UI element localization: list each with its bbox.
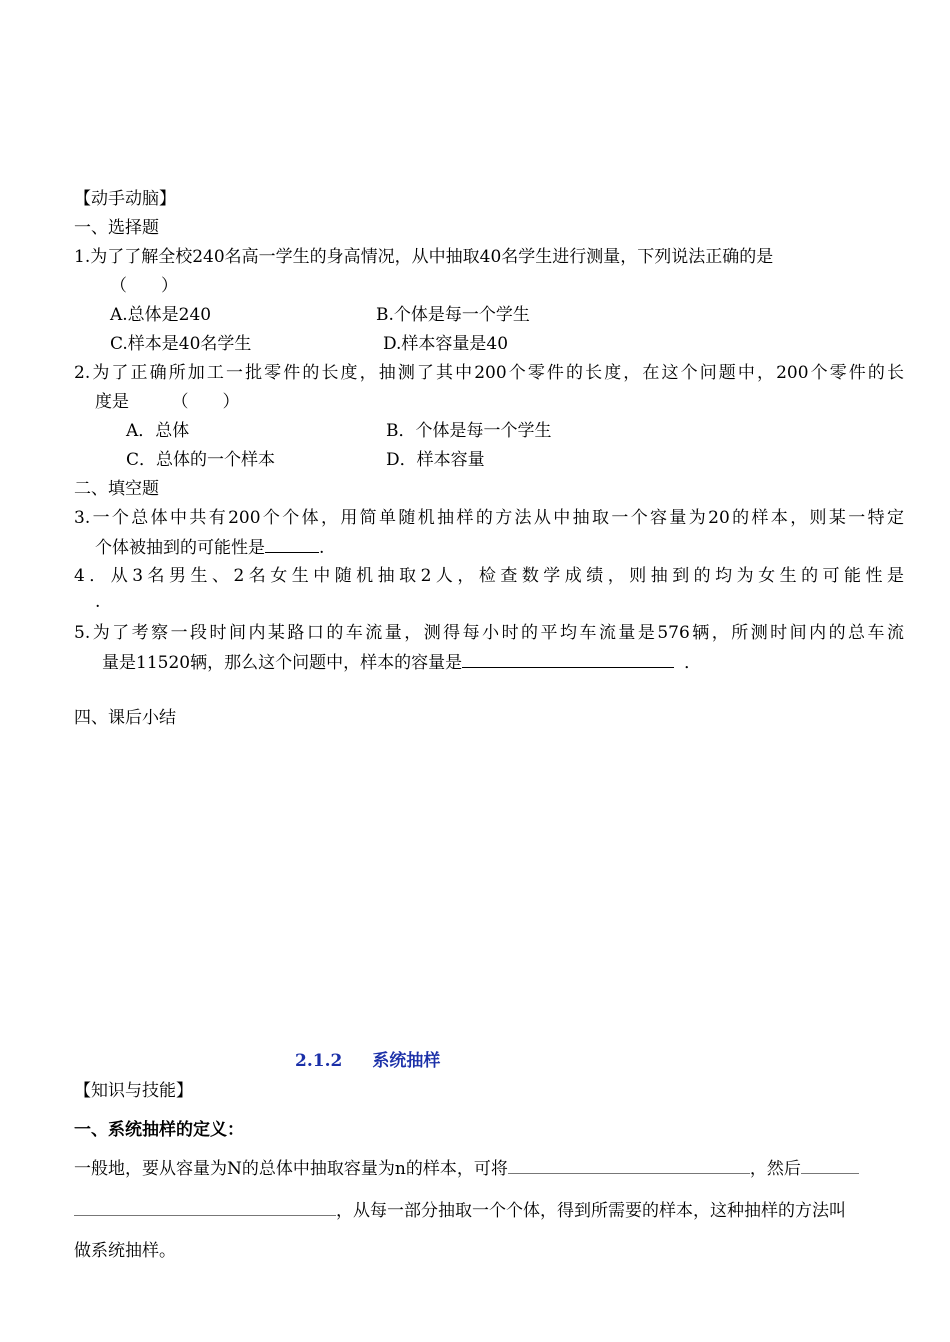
q3-line1: 3.一个总体中共有200个个体，用简单随机抽样的方法从中抽取一个容量为20的样本，则某一特定 [74, 508, 904, 528]
q1-option-d: D.样本容量是40 [383, 334, 509, 354]
definition-line2-text: ，从每一部分抽取一个个体，得到所需要的样本，这种抽样的方法叫 [336, 1201, 846, 1221]
definition-line1 [74, 1157, 859, 1180]
q3-line2-text: 个体被抽到的可能性是 [95, 538, 265, 558]
q5-line1: 5.为了考察一段时间内某路口的车流量，测得每小时的平均车流量是576辆，所测时间内的总车流 [74, 623, 904, 643]
q2-option-d: D．样本容量 [386, 450, 485, 470]
q2-stem-line1: 2.为了正确所加工一批零件的长度，抽测了其中200个零件的长度，在这个问题中，200个零件的长 [74, 363, 904, 383]
q2-option-a: A．总体 [126, 421, 190, 441]
lesson-number: 2.1.2 [295, 1051, 343, 1071]
q5-line2-end: ． [684, 653, 702, 673]
q2-option-b: B．个体是每一个学生 [386, 421, 552, 441]
definition-blank2-end [74, 1199, 336, 1216]
q4-line1: 4．从3名男生、2名女生中随机抽取2人，检查数学成绩，则抽到的均为女生的可能性是 [74, 566, 904, 586]
definition-blank1 [508, 1157, 750, 1174]
definition-blank2-start [801, 1157, 859, 1174]
q5-answer-blank [462, 651, 674, 668]
q3-line2-end: . [319, 538, 325, 558]
q1-option-c: C.样本是40名学生 [110, 334, 252, 354]
definition-line1-text: 一般地，要从容量为N的总体中抽取容量为n的样本，可将 [74, 1159, 508, 1179]
part4-title: 四、课后小结 [74, 708, 176, 728]
definition-line2 [74, 1199, 846, 1222]
definition-title: 一、系统抽样的定义： [74, 1120, 244, 1140]
q1-option-b: B.个体是每一个学生 [376, 305, 530, 325]
q3-line2 [95, 536, 324, 559]
q1-answer-paren: （ ） [110, 276, 178, 296]
q1-stem: 1.为了了解全校240名高一学生的身高情况，从中抽取40名学生进行测量，下列说法正确的是 [74, 247, 774, 267]
q4-line2: . [95, 592, 101, 612]
q5-line2-text: 量是11520辆，那么这个问题中，样本的容量是 [102, 653, 463, 673]
q3-answer-blank [265, 536, 319, 553]
part1-title: 一、选择题 [74, 218, 159, 238]
q2-stem-line2: 度是 （ ） [95, 392, 240, 412]
part2-title: 二、填空题 [74, 479, 159, 499]
section-hands-on-heading: 【动手动脑】 [74, 189, 176, 209]
section-knowledge-heading: 【知识与技能】 [74, 1081, 193, 1101]
q1-option-a: A.总体是240 [110, 305, 212, 325]
lesson-title: 系统抽样 [372, 1051, 441, 1071]
definition-line3: 做系统抽样。 [74, 1241, 176, 1261]
definition-line1-mid: ，然后 [749, 1159, 801, 1179]
lesson-heading [295, 1050, 440, 1072]
q5-line2 [102, 651, 701, 674]
q2-option-c: C．总体的一个样本 [126, 450, 276, 470]
